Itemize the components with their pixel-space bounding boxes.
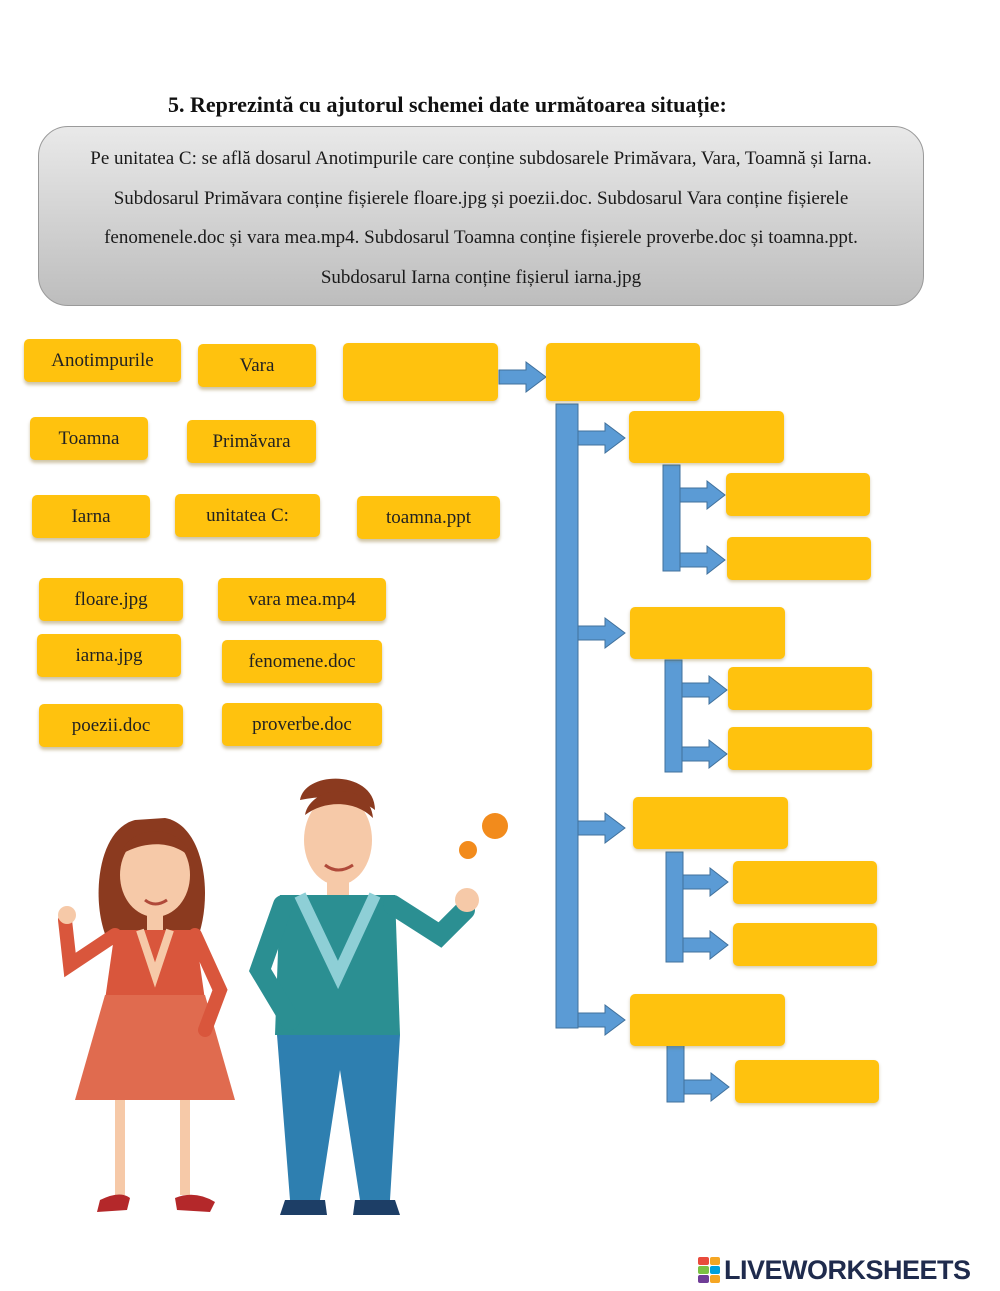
arrow-file-1b bbox=[680, 546, 725, 574]
students-illustration bbox=[55, 770, 525, 1240]
chip-toamna-ppt[interactable]: toamna.ppt bbox=[357, 496, 500, 539]
slot-file-4a[interactable] bbox=[735, 1060, 879, 1103]
trunk-season-4 bbox=[667, 1045, 684, 1102]
chip-floare-jpg[interactable]: floare.jpg bbox=[39, 578, 183, 621]
arrow-season-4 bbox=[578, 1005, 625, 1035]
chip-iarna[interactable]: Iarna bbox=[32, 495, 150, 538]
chip-iarna-jpg[interactable]: iarna.jpg bbox=[37, 634, 181, 677]
slot-file-2b[interactable] bbox=[728, 727, 872, 770]
arrow-file-2a bbox=[682, 676, 727, 704]
trunk-season-1 bbox=[663, 465, 680, 571]
trunk-season-2 bbox=[665, 660, 682, 772]
girl-figure bbox=[58, 818, 235, 1212]
slot-root[interactable] bbox=[343, 343, 498, 401]
arrow-season-1 bbox=[578, 423, 625, 453]
chip-anotimpurile[interactable]: Anotimpurile bbox=[24, 339, 181, 382]
chip-proverbe-doc[interactable]: proverbe.doc bbox=[222, 703, 382, 746]
slot-season-4[interactable] bbox=[630, 994, 785, 1046]
slot-file-3b[interactable] bbox=[733, 923, 877, 966]
liveworksheets-logo bbox=[698, 1255, 971, 1285]
arrow-file-3a bbox=[683, 868, 728, 896]
slot-main-folder[interactable] bbox=[546, 343, 700, 401]
chip-toamna[interactable]: Toamna bbox=[30, 417, 148, 460]
slot-season-3[interactable] bbox=[633, 797, 788, 849]
exercise-statement: Pe unitatea C: se află dosarul Anotimpurile care conține subdosarele Primăvara, Vara, Toamnă și Iarna. Subdosarul Primăvara conține fișierele floare.jpg și poezii.doc. Subdosarul Vara conține fișierele fenomenele.doc și vara mea.mp4. Subdosarul Toamna conține fișierele proverbe.doc și toamna.ppt. Subdosarul Iarna conține fișierul iarna.jpg bbox=[38, 126, 924, 306]
arrow-file-1a bbox=[680, 481, 725, 509]
arrow-season-2 bbox=[578, 618, 625, 648]
arrow-season-3 bbox=[578, 813, 625, 843]
slot-file-2a[interactable] bbox=[728, 667, 872, 710]
arrow-file-4a bbox=[684, 1073, 729, 1101]
boy-figure bbox=[260, 779, 508, 1215]
trunk-main bbox=[556, 404, 578, 1028]
slot-season-1[interactable] bbox=[629, 411, 784, 463]
slot-season-2[interactable] bbox=[630, 607, 785, 659]
exercise-title: 5. Reprezintă cu ajutorul schemei date următoarea situație: bbox=[168, 92, 727, 117]
chip-primavara[interactable]: Primăvara bbox=[187, 420, 316, 463]
slot-file-3a[interactable] bbox=[733, 861, 877, 904]
arrow-file-3b bbox=[683, 931, 728, 959]
chip-unitatea-c[interactable]: unitatea C: bbox=[175, 494, 320, 537]
slot-file-1a[interactable] bbox=[726, 473, 870, 516]
logo-text: LIVEWORKSHEETS bbox=[724, 1254, 971, 1285]
slot-file-1b[interactable] bbox=[727, 537, 871, 580]
chip-fenomene-doc[interactable]: fenomene.doc bbox=[222, 640, 382, 683]
arrow-root bbox=[499, 362, 546, 392]
logo-mark-icon bbox=[698, 1257, 720, 1283]
chip-vara-mea-mp4[interactable]: vara mea.mp4 bbox=[218, 578, 386, 621]
chip-poezii-doc[interactable]: poezii.doc bbox=[39, 704, 183, 747]
chip-vara[interactable]: Vara bbox=[198, 344, 316, 387]
trunk-season-3 bbox=[666, 852, 683, 962]
arrow-file-2b bbox=[682, 740, 727, 768]
